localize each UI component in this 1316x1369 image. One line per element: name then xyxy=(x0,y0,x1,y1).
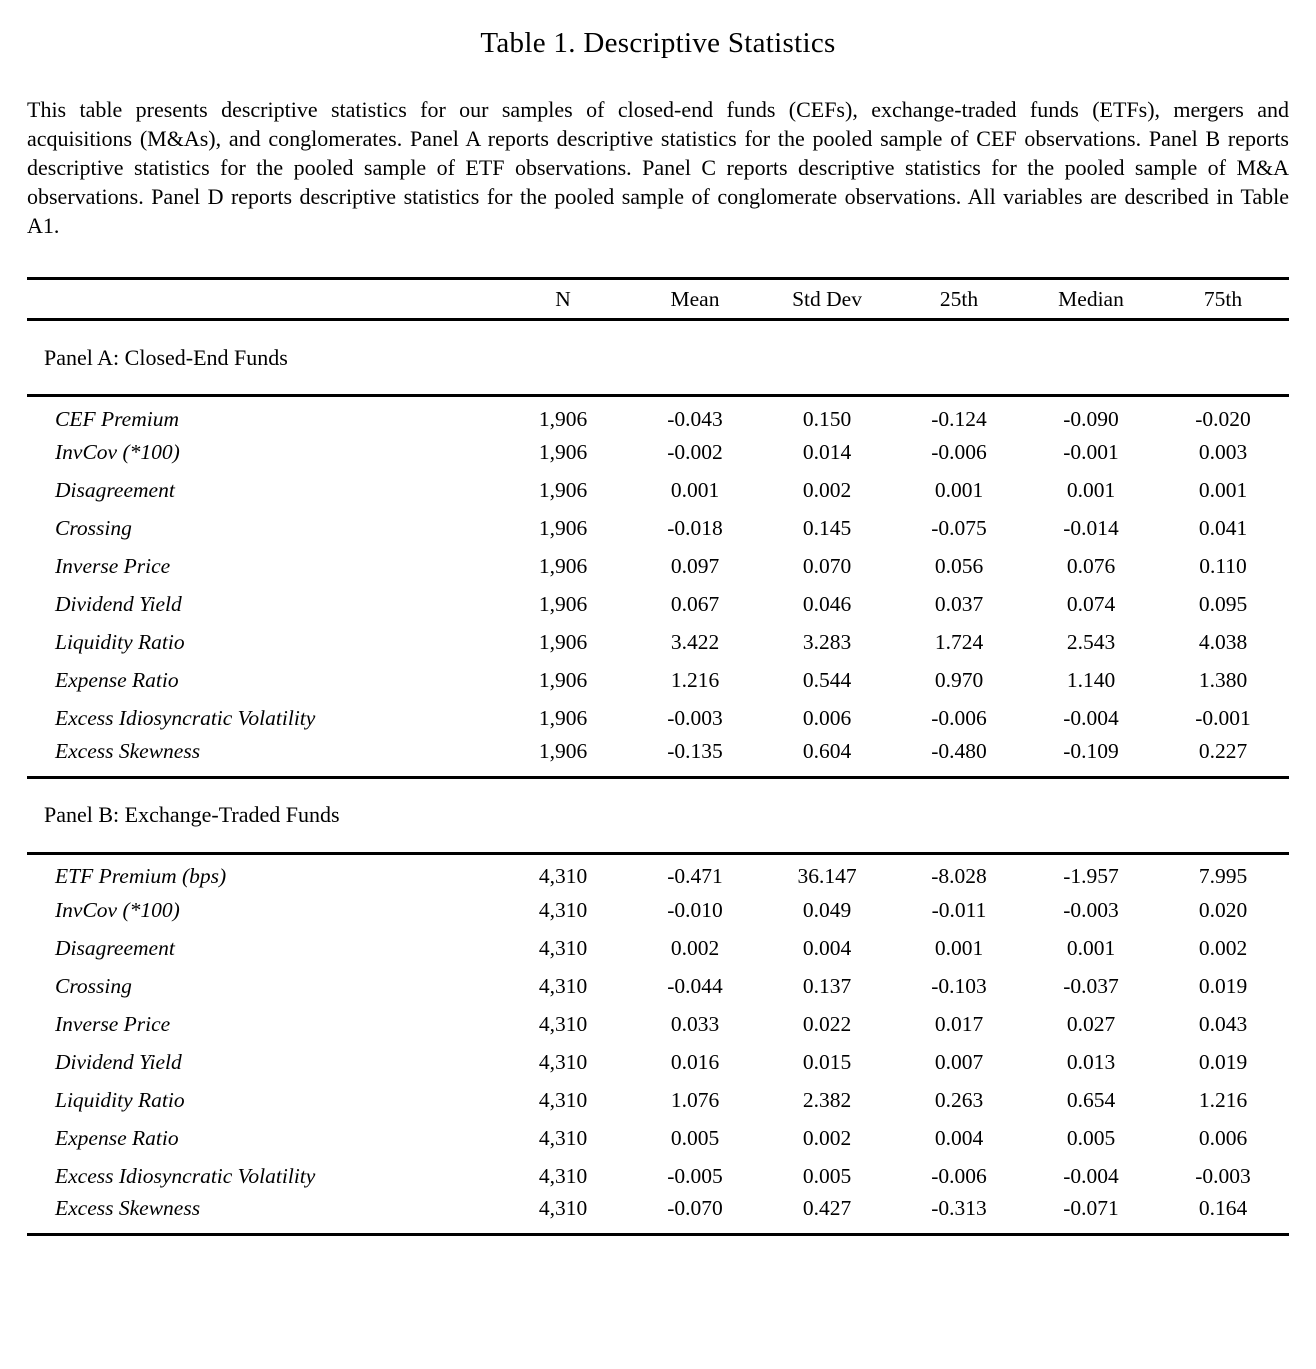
cell-value: -0.006 xyxy=(931,1163,987,1188)
row-label: Expense Ratio xyxy=(55,668,179,692)
row-label: InvCov (*100) xyxy=(55,897,180,922)
cell-value: 4.038 xyxy=(1198,630,1248,654)
row-label: Excess Idiosyncratic Volatility xyxy=(55,706,316,730)
cell-value: 1.076 xyxy=(670,1087,720,1112)
cell-value: -8.028 xyxy=(931,864,987,889)
cell-value: -0.044 xyxy=(667,973,723,998)
cell-value: 0.164 xyxy=(1198,1196,1248,1220)
cell-value: 0.041 xyxy=(1198,516,1248,540)
table-caption: This table presents descriptive statistics for our samples of closed-end funds (CEFs), exchange-traded funds (ETFs), mergers and acquisitions (M&As), and conglomerates. Panel A reports descriptive statistics for the pooled sample of CEF observations. Panel B reports descriptive statistics for the pooled sample of ETF observations. Panel C reports descriptive statistics for the pooled sample of M&A observations. Panel D reports descriptive statistics for the pooled sample of conglomerate observations. All variables are described in Table A1. xyxy=(27,97,1289,238)
cell-value: 0.137 xyxy=(802,973,852,998)
cell-value: 1.380 xyxy=(1198,668,1248,692)
cell-value: 0.001 xyxy=(934,935,984,960)
cell-value: 0.020 xyxy=(1198,897,1248,922)
cell-value: -0.001 xyxy=(1195,706,1251,730)
cell-value: 0.019 xyxy=(1198,973,1248,998)
row-label: Crossing xyxy=(55,973,132,998)
cell-value: -0.003 xyxy=(1195,1163,1251,1188)
column-header-median: Median xyxy=(1058,286,1124,311)
cell-value: -0.006 xyxy=(931,440,987,464)
cell-value: 0.003 xyxy=(1198,440,1248,464)
cell-value: -0.135 xyxy=(667,738,723,763)
cell-value: 0.005 xyxy=(1066,1125,1116,1150)
cell-value: 1.724 xyxy=(934,630,984,654)
cell-value: 0.027 xyxy=(1066,1011,1116,1036)
cell-value: 4,310 xyxy=(538,1125,588,1150)
cell-value: -0.071 xyxy=(1063,1196,1119,1220)
column-header-row xyxy=(27,279,1289,320)
cell-value: 0.014 xyxy=(802,440,852,464)
cell-value: 1,906 xyxy=(538,406,588,431)
descriptive-statistics-table xyxy=(27,277,1289,1236)
cell-value: 0.056 xyxy=(934,554,984,578)
cell-value: -0.004 xyxy=(1063,1163,1119,1188)
table-row xyxy=(27,662,1289,700)
paper-page xyxy=(0,27,1316,1236)
cell-value: 1.216 xyxy=(1198,1087,1248,1112)
cell-value: 0.017 xyxy=(934,1011,984,1036)
cell-value: -0.011 xyxy=(931,897,987,922)
cell-value: 0.095 xyxy=(1198,592,1248,616)
panel-heading: Panel A: Closed-End Funds xyxy=(44,344,288,370)
cell-value: 0.001 xyxy=(1198,478,1248,502)
column-header-75th: 75th xyxy=(1203,286,1243,311)
cell-value: 0.076 xyxy=(1066,554,1116,578)
cell-value: -0.018 xyxy=(667,516,723,540)
cell-value: -0.103 xyxy=(931,973,987,998)
cell-value: 1,906 xyxy=(538,706,588,730)
table-row xyxy=(27,472,1289,510)
table-row xyxy=(27,1005,1289,1043)
table-row xyxy=(27,510,1289,548)
table-row xyxy=(27,1195,1289,1235)
cell-value: 4,310 xyxy=(538,973,588,998)
cell-value: 0.110 xyxy=(1199,554,1247,578)
table-row xyxy=(27,1119,1289,1157)
row-label: Disagreement xyxy=(55,478,175,502)
cell-value: 0.004 xyxy=(802,935,852,960)
cell-value: 4,310 xyxy=(538,1196,588,1220)
cell-value: -0.090 xyxy=(1063,406,1119,431)
cell-value: 0.001 xyxy=(1066,935,1116,960)
panel-heading: Panel B: Exchange-Traded Funds xyxy=(44,802,340,827)
cell-value: -0.005 xyxy=(667,1163,723,1188)
row-label: Liquidity Ratio xyxy=(55,1087,185,1112)
cell-value: 36.147 xyxy=(797,864,857,889)
row-label: Expense Ratio xyxy=(55,1125,179,1150)
table-row xyxy=(27,700,1289,738)
cell-value: 1,906 xyxy=(538,478,588,502)
row-label: Crossing xyxy=(55,516,132,540)
table-row xyxy=(27,1081,1289,1119)
row-label: InvCov (*100) xyxy=(55,440,180,464)
cell-value: 0.070 xyxy=(802,554,852,578)
cell-value: -0.043 xyxy=(667,406,723,431)
cell-value: 0.043 xyxy=(1198,1011,1248,1036)
cell-value: 4,310 xyxy=(538,1087,588,1112)
table-row xyxy=(27,586,1289,624)
cell-value: -0.313 xyxy=(931,1196,987,1220)
cell-value: 3.283 xyxy=(802,630,852,654)
row-label: CEF Premium xyxy=(55,406,180,431)
table-row xyxy=(27,548,1289,586)
row-label: Excess Idiosyncratic Volatility xyxy=(55,1163,316,1188)
table-row xyxy=(27,967,1289,1005)
cell-value: -0.003 xyxy=(667,706,723,730)
cell-value: -0.020 xyxy=(1195,406,1251,431)
cell-value: 3.422 xyxy=(670,630,720,654)
cell-value: 1,906 xyxy=(538,738,588,763)
cell-value: 0.046 xyxy=(802,592,852,616)
cell-value: 2.382 xyxy=(802,1087,852,1112)
cell-value: -0.480 xyxy=(931,738,987,763)
cell-value: 4,310 xyxy=(538,864,588,889)
table-body xyxy=(27,320,1289,1235)
row-label: Excess Skewness xyxy=(55,1196,201,1220)
row-label: ETF Premium (bps) xyxy=(55,864,227,889)
cell-value: 1,906 xyxy=(538,668,588,692)
row-label: Dividend Yield xyxy=(55,1049,182,1074)
table-title: Table 1. Descriptive Statistics xyxy=(480,27,836,59)
cell-value: 7.995 xyxy=(1198,864,1248,889)
cell-value: 0.002 xyxy=(670,935,720,960)
cell-value: 0.049 xyxy=(802,897,852,922)
cell-value: 4,310 xyxy=(538,1011,588,1036)
table-row xyxy=(27,624,1289,662)
cell-value: 0.427 xyxy=(802,1196,852,1220)
cell-value: -1.957 xyxy=(1063,864,1119,889)
cell-value: 0.005 xyxy=(802,1163,852,1188)
table-row xyxy=(27,396,1289,434)
cell-value: 0.002 xyxy=(802,478,852,502)
row-label: Excess Skewness xyxy=(55,738,201,763)
cell-value: 4,310 xyxy=(538,897,588,922)
cell-value: 0.074 xyxy=(1066,592,1116,616)
cell-value: 0.005 xyxy=(670,1125,720,1150)
cell-value: 0.970 xyxy=(934,668,984,692)
table-row xyxy=(27,738,1289,778)
cell-value: 0.006 xyxy=(1198,1125,1248,1150)
cell-value: 0.001 xyxy=(670,478,720,502)
table-row xyxy=(27,1157,1289,1195)
cell-value: -0.001 xyxy=(1063,440,1119,464)
cell-value: -0.006 xyxy=(931,706,987,730)
row-label: Inverse Price xyxy=(55,1011,171,1036)
panel-heading-row xyxy=(27,320,1289,396)
cell-value: 0.004 xyxy=(934,1125,984,1150)
cell-value: 0.013 xyxy=(1066,1049,1116,1074)
column-header-empty xyxy=(27,279,497,320)
cell-value: 1,906 xyxy=(538,554,588,578)
cell-value: 0.150 xyxy=(802,406,852,431)
cell-value: 0.016 xyxy=(670,1049,720,1074)
cell-value: -0.037 xyxy=(1063,973,1119,998)
column-header-25th: 25th xyxy=(939,286,979,311)
cell-value: 0.145 xyxy=(802,516,852,540)
column-header-mean: Mean xyxy=(670,286,720,311)
cell-value: 2.543 xyxy=(1066,630,1116,654)
cell-value: 0.604 xyxy=(802,738,852,763)
column-header-stddev: Std Dev xyxy=(792,286,862,311)
cell-value: 0.227 xyxy=(1198,738,1248,763)
column-header-n: N xyxy=(555,286,571,311)
cell-value: 0.007 xyxy=(934,1049,984,1074)
row-label: Liquidity Ratio xyxy=(55,630,185,654)
cell-value: 0.022 xyxy=(802,1011,852,1036)
cell-value: 0.037 xyxy=(934,592,984,616)
cell-value: 0.067 xyxy=(670,592,720,616)
cell-value: 1,906 xyxy=(538,516,588,540)
cell-value: 1,906 xyxy=(538,440,588,464)
cell-value: -0.471 xyxy=(667,864,723,889)
cell-value: 0.544 xyxy=(802,668,852,692)
cell-value: 0.006 xyxy=(802,706,852,730)
row-label: Inverse Price xyxy=(55,554,171,578)
table-row xyxy=(27,853,1289,891)
table-row xyxy=(27,434,1289,472)
cell-value: -0.109 xyxy=(1063,738,1119,763)
cell-value: -0.002 xyxy=(667,440,723,464)
cell-value: 4,310 xyxy=(538,935,588,960)
cell-value: -0.010 xyxy=(667,897,723,922)
cell-value: -0.014 xyxy=(1063,516,1119,540)
table-row xyxy=(27,891,1289,929)
panel-heading-row xyxy=(27,777,1289,853)
table-row xyxy=(27,929,1289,967)
cell-value: -0.004 xyxy=(1063,706,1119,730)
cell-value: 0.654 xyxy=(1066,1087,1116,1112)
cell-value: 0.263 xyxy=(934,1087,984,1112)
cell-value: -0.124 xyxy=(931,406,987,431)
cell-value: 0.001 xyxy=(1066,478,1116,502)
table-row xyxy=(27,1043,1289,1081)
cell-value: 1.140 xyxy=(1066,668,1116,692)
cell-value: 0.097 xyxy=(670,554,720,578)
row-label: Disagreement xyxy=(55,935,175,960)
cell-value: 0.019 xyxy=(1198,1049,1248,1074)
cell-value: -0.070 xyxy=(667,1196,723,1220)
cell-value: -0.075 xyxy=(931,516,987,540)
cell-value: 4,310 xyxy=(538,1163,588,1188)
cell-value: 0.015 xyxy=(802,1049,852,1074)
cell-value: 1,906 xyxy=(538,630,588,654)
cell-value: 0.033 xyxy=(670,1011,720,1036)
cell-value: 0.002 xyxy=(802,1125,852,1150)
cell-value: 4,310 xyxy=(538,1049,588,1074)
row-label: Dividend Yield xyxy=(55,592,182,616)
cell-value: 0.001 xyxy=(934,478,984,502)
cell-value: 1,906 xyxy=(538,592,588,616)
cell-value: 1.216 xyxy=(670,668,720,692)
cell-value: -0.003 xyxy=(1063,897,1119,922)
cell-value: 0.002 xyxy=(1198,935,1248,960)
